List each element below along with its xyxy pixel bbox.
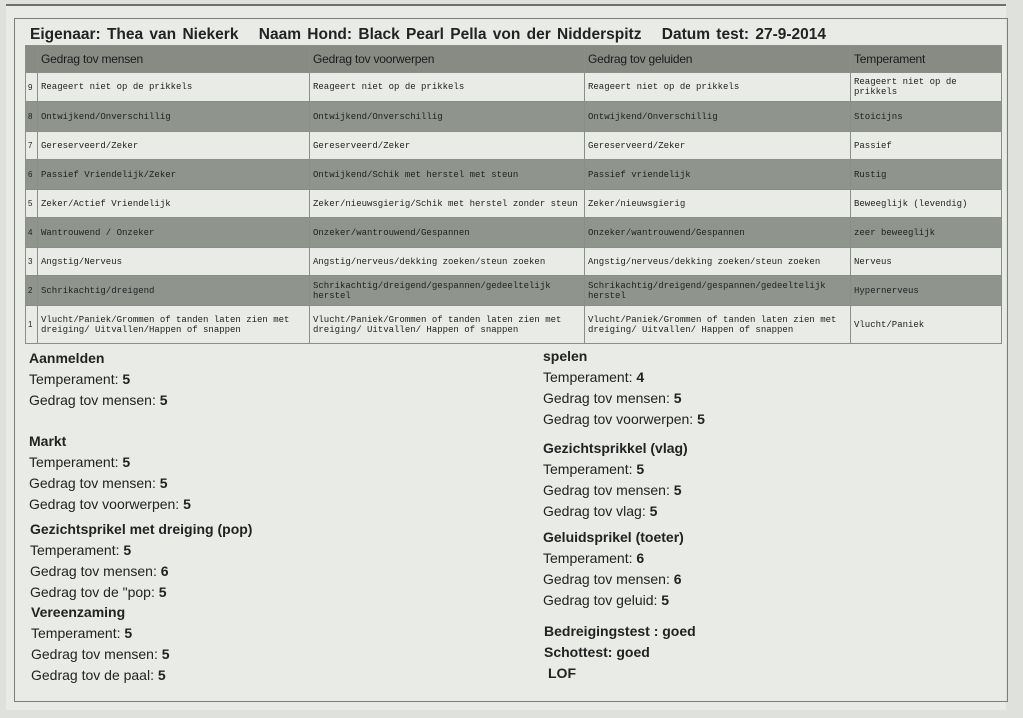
- owner-label: Eigenaar: Thea van Niekerk: [30, 26, 239, 43]
- section-gezicht-pop: [30, 519, 252, 603]
- header-cell-temperament: Temperament: [851, 46, 1002, 73]
- score-line: Temperament: 5: [30, 542, 132, 558]
- score-line: Gedrag tov de "pop: 5: [30, 584, 167, 600]
- table-cell: Zeker/Actief Vriendelijk: [38, 190, 310, 218]
- score-line: Gedrag tov voorwerpen: 5: [543, 411, 705, 427]
- score-line: Gedrag tov de paal: 5: [31, 667, 166, 683]
- score-line: Temperament: 5: [543, 461, 645, 477]
- lof-result: LOF: [548, 665, 576, 681]
- score-line: Gedrag tov mensen: 5: [29, 392, 168, 408]
- score-line: Temperament: 5: [29, 371, 131, 387]
- section-vlag: [543, 438, 688, 522]
- table-row: [26, 276, 1002, 306]
- table-cell: Ontwijkend/Onverschillig: [585, 102, 851, 132]
- table-cell: Hypernerveus: [851, 276, 1002, 306]
- header-cell-mensen: Gedrag tov mensen: [38, 46, 310, 73]
- table-cell: Passief Vriendelijk/Zeker: [38, 160, 310, 190]
- table-cell: Onzeker/wantrouwend/Gespannen: [585, 218, 851, 248]
- table-cell: Gereserveerd/Zeker: [585, 132, 851, 160]
- table-cell: Gereserveerd/Zeker: [38, 132, 310, 160]
- score-line: Gedrag tov mensen: 5: [29, 475, 168, 491]
- table-cell: Vlucht/Paniek: [851, 306, 1002, 344]
- table-row: [26, 190, 1002, 218]
- score-line: Temperament: 5: [31, 625, 133, 641]
- table-cell: Vlucht/Paniek/Grommen of tanden laten zien met dreiging/ Uitvallen/ Happen of snappen: [585, 306, 851, 344]
- section-title: Gezichtsprikkel (vlag): [543, 440, 688, 456]
- table-row: [26, 248, 1002, 276]
- section-markt: [29, 431, 191, 515]
- bedreigingstest-result: Bedreigingstest : goed: [544, 623, 696, 639]
- section-title: Markt: [29, 433, 67, 449]
- header-cell-num: [26, 46, 38, 73]
- row-number: 2: [26, 276, 38, 306]
- table-cell: Schrikachtig/dreigend: [38, 276, 310, 306]
- section-vereenzaming: [31, 602, 170, 686]
- section-title: Geluidsprikel (toeter): [543, 529, 684, 545]
- section-final: [544, 621, 696, 684]
- table-cell: Wantrouwend / Onzeker: [38, 218, 310, 248]
- score-line: Gedrag tov geluid: 5: [543, 592, 670, 608]
- table-cell: Gereserveerd/Zeker: [310, 132, 585, 160]
- section-title: spelen: [543, 348, 588, 364]
- section-spelen: [543, 346, 705, 430]
- table-cell: Angstig/nerveus/dekking zoeken/steun zoeken: [310, 248, 585, 276]
- section-toeter: [543, 527, 684, 611]
- table-cell: Ontwijkend/Onverschillig: [38, 102, 310, 132]
- score-line: Gedrag tov mensen: 5: [543, 390, 682, 406]
- table-row: [26, 306, 1002, 344]
- row-number: 8: [26, 102, 38, 132]
- table-cell: Schrikachtig/dreigend/gespannen/gedeeltelijk herstel: [310, 276, 585, 306]
- table-cell: Vlucht/Paniek/Grommen of tanden laten zien met dreiging/ Uitvallen/ Happen of snappen: [310, 306, 585, 344]
- row-number: 4: [26, 218, 38, 248]
- table-row: [26, 73, 1002, 102]
- section-title: Aanmelden: [29, 350, 105, 366]
- score-line: Temperament: 5: [29, 454, 131, 470]
- table-cell: Schrikachtig/dreigend/gespannen/gedeeltelijk herstel: [585, 276, 851, 306]
- score-line: Temperament: 6: [543, 550, 645, 566]
- section-title: Gezichtsprikel met dreiging (pop): [30, 521, 253, 537]
- row-number: 3: [26, 248, 38, 276]
- table-cell: Stoicijns: [851, 102, 1002, 132]
- test-date-label: Datum test: 27-9-2014: [661, 26, 826, 43]
- header-cell-voorwerpen: Gedrag tov voorwerpen: [310, 46, 585, 73]
- row-number: 5: [26, 190, 38, 218]
- table-row: [26, 218, 1002, 248]
- header-line: [30, 26, 840, 44]
- table-cell: Nerveus: [851, 248, 1002, 276]
- row-number: 6: [26, 160, 38, 190]
- table-cell: Ontwijkend/Schik met herstel met steun: [310, 160, 585, 190]
- table-cell: Zeker/nieuwsgierig/Schik met herstel zonder steun: [310, 190, 585, 218]
- section-aanmelden: [29, 348, 168, 411]
- score-table: [25, 45, 1002, 344]
- table-row: [26, 160, 1002, 190]
- score-line: Gedrag tov mensen: 6: [543, 571, 682, 587]
- table-cell: Reageert niet op de prikkels: [585, 73, 851, 102]
- table-row: [26, 102, 1002, 132]
- section-title: Vereenzaming: [31, 604, 126, 620]
- score-line: Gedrag tov mensen: 5: [543, 482, 682, 498]
- table-cell: Ontwijkend/Onverschillig: [310, 102, 585, 132]
- table-cell: Onzeker/wantrouwend/Gespannen: [310, 218, 585, 248]
- header-cell-geluiden: Gedrag tov geluiden: [585, 46, 851, 73]
- table-cell: Reageert niet op de prikkels: [38, 73, 310, 102]
- table-cell: Rustig: [851, 160, 1002, 190]
- score-line: Gedrag tov vlag: 5: [543, 503, 658, 519]
- dog-name-label: Naam Hond: Black Pearl Pella von der Nidderspitz: [258, 26, 642, 43]
- table-cell: Zeker/nieuwsgierig: [585, 190, 851, 218]
- row-number: 9: [26, 73, 38, 102]
- table-cell: Angstig/Nerveus: [38, 248, 310, 276]
- schottest-result: Schottest: goed: [544, 644, 650, 660]
- table-cell: zeer beweeglijk: [851, 218, 1002, 248]
- table-cell: Beweeglijk (levendig): [851, 190, 1002, 218]
- table-cell: Passief vriendelijk: [585, 160, 851, 190]
- row-number: 1: [26, 306, 38, 344]
- score-line: Temperament: 4: [543, 369, 645, 385]
- table-cell: Passief: [851, 132, 1002, 160]
- table-cell: Reageert niet op de prikkels: [310, 73, 585, 102]
- table-cell: Vlucht/Paniek/Grommen of tanden laten zien met dreiging/ Uitvallen/Happen of snappen: [38, 306, 310, 344]
- row-number: 7: [26, 132, 38, 160]
- score-line: Gedrag tov mensen: 6: [30, 563, 169, 579]
- score-line: Gedrag tov mensen: 5: [31, 646, 170, 662]
- table-cell: Reageert niet op de prikkels: [851, 73, 1002, 102]
- score-line: Gedrag tov voorwerpen: 5: [29, 496, 191, 512]
- table-row: [26, 132, 1002, 160]
- table-header-row: [26, 46, 1002, 73]
- table-cell: Angstig/nerveus/dekking zoeken/steun zoeken: [585, 248, 851, 276]
